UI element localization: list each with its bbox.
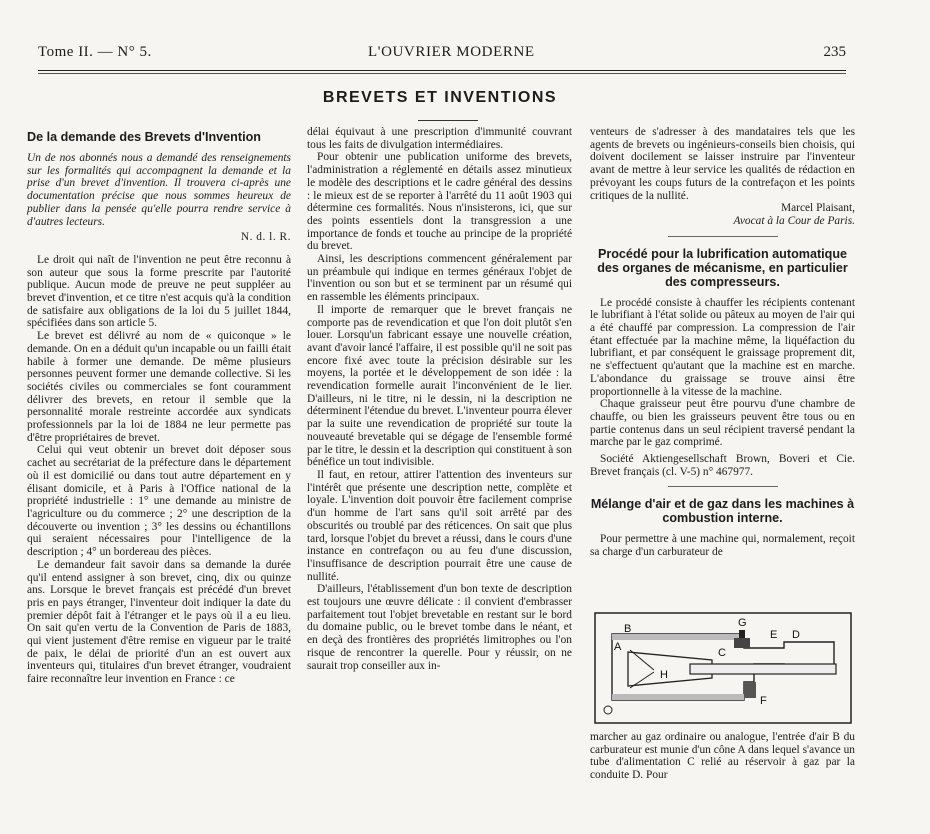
patent-source: Société Aktiengesellschaft Brown, Boveri et Cie. Brevet français (cl. V-5) n° 467977.	[590, 453, 855, 478]
figure-label: H	[660, 669, 668, 681]
paragraph: Ainsi, les descriptions commencent généralement par un préambule qui indique en termes généraux l'objet de l'invention ou son but et se terminent par un résumé qui en rassemble les éléments principaux.	[307, 253, 572, 304]
figure-label: G	[738, 617, 747, 629]
section-title-rule	[418, 120, 478, 121]
column-3	[590, 126, 855, 559]
column-2	[307, 126, 572, 672]
paragraph: Il importe de remarquer que le brevet français ne comporte pas de revendication et que l'on doit plutôt s'en louer. Lorsqu'un fabricant essaye une nouvelle création, avant d'avoir lancé l'affaire, il est possible qu'il ne soit pas encore fixé avec toute la précision désirable sur les moyens, la portée et le développement de son idée : la revendication formelle aurait l'inconvénient de le lier. D'ailleurs, ni le titre, ni le dessin, ni la description ne déterminent l'étendue du brevet. L'inventeur pourra élever par la suite une revendication de propriété sur toute la nouveauté brevetable qui se dégage de l'ensemble formé par le titre, le dessin et la description qui constituent à son bénéfice un tout indivisible.	[307, 303, 572, 469]
figure-label: D	[792, 629, 800, 641]
author-title: Avocat à la Cour de Paris.	[733, 214, 855, 227]
figure-label: C	[718, 647, 726, 659]
figure-label: F	[760, 695, 767, 707]
editor-initials: N. d. l. R.	[240, 231, 291, 244]
paragraph: délai équivaut à une prescription d'immunité couvrant tous les faits de divulgation intermédiaires.	[307, 126, 572, 151]
running-head	[38, 44, 846, 64]
paragraph: Chaque graisseur peut être pourvu d'une chambre de chauffe, ou bien les graisseurs peuvent être tous ou en partie contenus dans un seul récipient traversé pendant la marche par le gaz comprimé.	[590, 398, 855, 449]
article-title: De la demande des Brevets d'Invention	[27, 130, 261, 144]
paragraph: Le procédé consiste à chauffer les récipients contenant le lubrifiant à l'état solide ou pâteux au moyen de l'air qui a été chauffé par compression. La compression de l'air étant effectuée par la machine même, la liquéfaction du lubrifiant, et par conséquent le graissage proprement dit, ne s'effectuent qu'autant que la machine est en marche. L'abondance du graissage se trouve ainsi être proportionnelle à la vitesse de la machine.	[590, 296, 855, 398]
column-1	[27, 128, 291, 686]
article-separator	[668, 236, 778, 237]
carburetor-diagram	[594, 612, 852, 724]
section-title: BREVETS ET INVENTIONS	[322, 89, 558, 106]
figure-label: A	[614, 641, 622, 653]
paragraph: Celui qui veut obtenir un brevet doit déposer sous cachet au secrétariat de la préfecture dans le département où il est domicilié ou dans tout autre département en y élisant domicile, et à Paris à l'Office national de la propriété industrielle : 1° une demande au ministre de l'agriculture ou du commerce ; 2° une description de la découverte ou invention ; 3° les dessins ou échantillons qui seraient nécessaires pour l'intelligence de la description ; 4° un bordereau des pièces.	[27, 444, 291, 559]
paragraph: Pour permettre à une machine qui, normalement, reçoit sa charge d'un carburateur de	[590, 533, 855, 559]
author-name: Marcel Plaisant,	[780, 202, 855, 215]
header-rule-thin	[38, 73, 846, 74]
paragraph: marcher au gaz ordinaire ou analogue, l'entrée d'air B du carburateur est munie d'un cône A dans lequel s'avance un tube d'alimentation C relié au réservoir à gaz par la conduite D. Pour	[590, 731, 855, 782]
column-3-bottom	[590, 731, 855, 782]
paragraph: Le droit qui naît de l'invention ne peut être reconnu à son auteur que sous la forme prescrite par l'autorité publique. Aucun mode de preuve ne peut suppléer au brevet d'invention, et ce titre n'est acquis qu'à la condition de satisfaire aux obligations de la loi du 5 juillet 1844, spécifiées dans son article 5.	[27, 253, 291, 330]
article-title: Procédé pour la lubrification automatique des organes de mécanisme, en particulier des compresseurs.	[597, 246, 848, 289]
figure-label: B	[624, 623, 632, 635]
paragraph: Il faut, en retour, attirer l'attention des inventeurs sur l'intérêt que présente une description nette, complète et loyale. L'invention doit pouvoir être facilement comprise d'un homme de l'art sans qu'il soit arrêté par des obscurités ou troublé par des réticences. On sait que plus tard, lorsque l'objet du brevet a réussi, dans le cours d'une instance en contrefaçon ou au feu d'une discussion, l'insuffisance de description pourrait être une cause de nullité.	[307, 468, 572, 583]
paragraph: venteurs de s'adresser à des mandataires tels que les agents de brevets ou ingénieurs-conseils bien choisis, qui doivent docilement se laisser instruire par l'inventeur avant de mettre à leur service les qualités de rédaction en prévoyant les coups futurs de la contrefaçon et les points critiques de la nullité.	[590, 126, 855, 202]
journal-title: L'OUVRIER MODERNE	[368, 44, 535, 60]
paragraph: Le brevet est délivré au nom de « quiconque » le demande. On en a déduit qu'un incapable ou un failli était habile à former une demande. De même plusieurs personnes peuvent former une demande collective. Si les sociétés civiles ou commerciales se font couramment délivrer des brevets, en retour il semble que la personnalité morale restreinte accordée aux syndicats professionnels par la loi de 1884 ne leur permette pas d'être propriétaires de brevet.	[27, 330, 291, 444]
header-rule	[38, 70, 846, 71]
volume-issue: Tome II. — N° 5.	[38, 44, 152, 60]
article-separator	[668, 486, 778, 487]
page-number: 235	[823, 44, 846, 60]
paragraph: Pour obtenir une publication uniforme des brevets, l'administration a réglementé en détails assez minutieux le modèle des descriptions et le cadre général des dessins : le mieux est de se reporter à l'arrêté du 11 août 1903 qui détermine ces formalités. Nous n'insisterons, ici, que sur des points essentiels dont la transgression a une importance de fonds et touche au principe de la propriété du brevet.	[307, 151, 572, 253]
editor-intro: Un de nos abonnés nous a demandé des renseignements sur les formalités qui accompagnent la demande et la prise d'un brevet d'invention. Il trouvera ci-après une documentation précise que nous sommes heureux de publier dans la pensée qu'elle pourra rendre service à d'autres lecteurs.	[27, 152, 291, 228]
paragraph: Le demandeur fait savoir dans sa demande la durée qu'il entend assigner à son brevet, cinq, dix ou quinze ans. Lorsque le brevet français est précédé d'un brevet pris en pays étranger, l'inventeur doit indiquer la date du premier dépôt fait à l'étranger et le pays où il a eu lieu. On sait qu'en vertu de la Convention de Paris de 1883, qui vient justement d'être remise en vigueur par le traité de paix, le délai de priorité d'un an est ouvert aux inventeurs qui, titulaires d'un brevet étranger, voudraient faire reconnaître leur invention en France : ce	[27, 558, 291, 686]
figure-label: E	[770, 629, 778, 641]
paragraph: D'ailleurs, l'établissement d'un bon texte de description est toujours une œuvre délicate : il convient d'embrasser parfaitement tout l'objet brevetable en restant sur le bord du domaine public, ou le brevet tombe dans le néant, et en deçà des frontières des propriétés limitrophes ou l'on risque de rencontrer la querelle. Pour y réussir, on ne saurait trop conseiller aux in-	[307, 583, 572, 672]
article-title: Mélange d'air et de gaz dans les machines à combustion interne.	[590, 497, 855, 526]
